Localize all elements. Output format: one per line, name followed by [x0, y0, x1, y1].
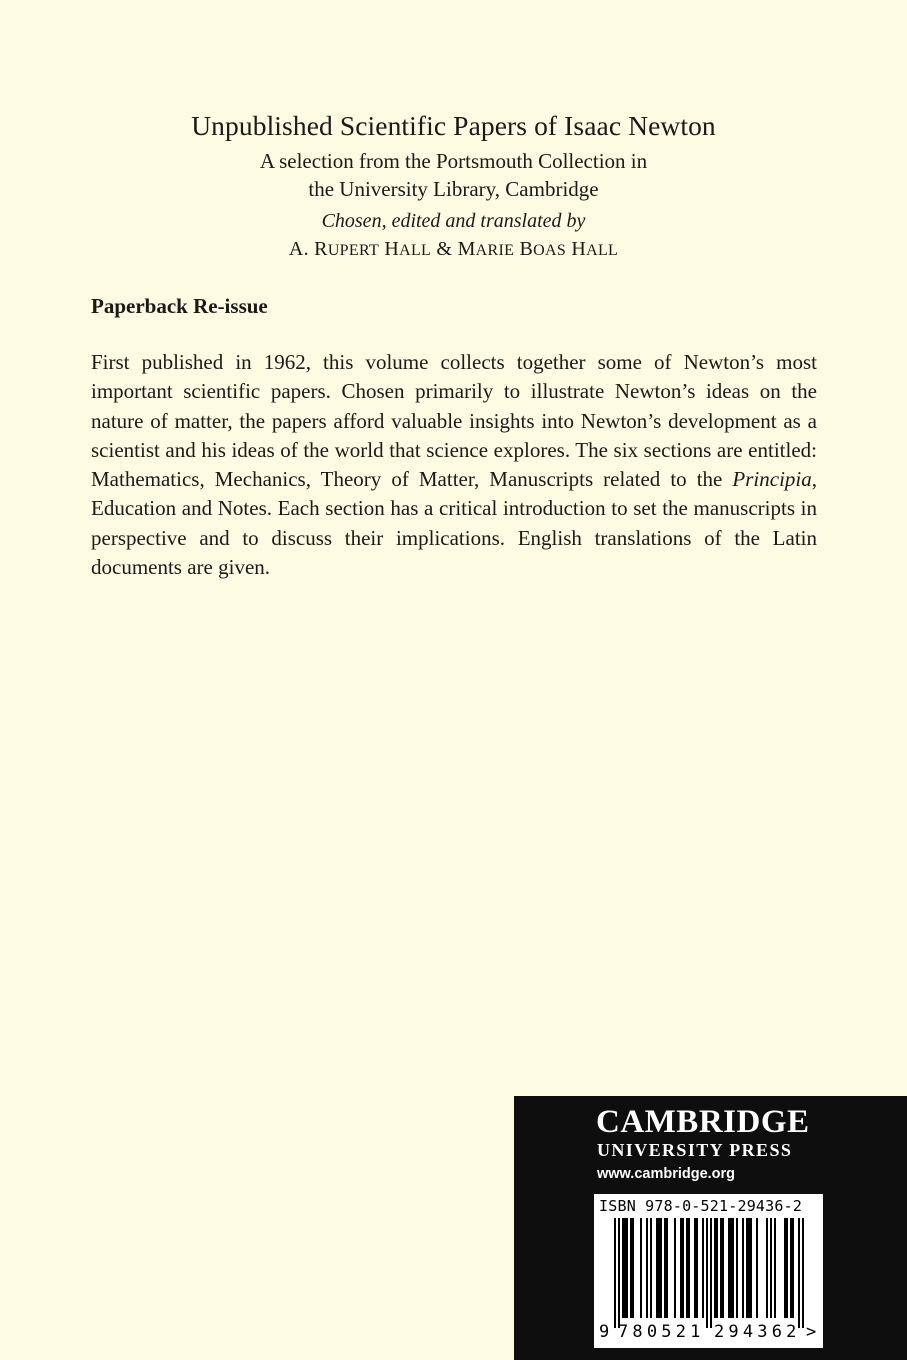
- subtitle-line-1: A selection from the Portsmouth Collection in: [259, 149, 648, 173]
- subtitle-line-2: the University Library, Cambridge: [308, 177, 599, 201]
- barcode-bar: [798, 1218, 800, 1328]
- barcode-bar: [746, 1218, 748, 1318]
- barcode-bar: [646, 1218, 648, 1318]
- book-title: Unpublished Scientific Papers of Isaac Newton: [191, 110, 716, 141]
- barcode-bar: [650, 1218, 652, 1318]
- publisher-subname: UNIVERSITY PRESS: [597, 1140, 793, 1160]
- book-description: First published in 1962, this volume collects together some of Newton’s most important scientific papers. Chosen primarily to illustrate Newton’s ideas on the nature of matter, the papers afford valuable insights into Newton’s development as a scientist and his ideas of the world that science explores. The six sections are entitled: Mathematics, Mechanics, Theory of Matter, Manuscripts related to the Principia, Education and Notes. Each section has a critical introduction to set the manuscripts in perspective and to discuss their implications. English translations of the Latin documents are given.: [91, 350, 817, 580]
- barcode-bar: [658, 1218, 660, 1318]
- barcode-bar: [774, 1218, 776, 1318]
- barcode-bar: [640, 1218, 642, 1318]
- barcode-arrow: >: [806, 1322, 817, 1342]
- barcode-bar: [792, 1218, 794, 1318]
- barcode-bar: [736, 1218, 738, 1318]
- barcode-bar: [660, 1218, 662, 1318]
- barcode-bar: [618, 1218, 620, 1328]
- barcode-bar: [686, 1218, 688, 1318]
- barcode-bar: [626, 1218, 628, 1318]
- barcode-bar: [730, 1218, 732, 1318]
- barcode-bar: [784, 1218, 786, 1318]
- publisher-block: [514, 1096, 907, 1360]
- barcode-bar: [702, 1218, 704, 1318]
- barcode-bar: [728, 1218, 730, 1318]
- barcode-bar: [722, 1218, 724, 1318]
- isbn-text: ISBN 978-0-521-29436-2: [599, 1197, 803, 1215]
- barcode-bar: [714, 1218, 716, 1318]
- barcode-bar: [632, 1218, 634, 1318]
- barcode-panel: [594, 1194, 823, 1348]
- barcode-bar: [630, 1218, 632, 1318]
- barcode-bar: [748, 1218, 750, 1318]
- barcode-bar: [694, 1218, 696, 1318]
- barcode-bar: [666, 1218, 668, 1318]
- barcode-bar: [622, 1218, 624, 1318]
- authors: A. RUPERT HALL & MARIE BOAS HALL: [288, 238, 619, 260]
- barcode-group-1: 780521: [618, 1322, 705, 1342]
- barcode-bar: [720, 1218, 722, 1318]
- barcode-bar: [790, 1218, 792, 1318]
- barcode-icon: [594, 1218, 823, 1328]
- barcode-group-2: 294362: [714, 1322, 801, 1342]
- barcode-bar: [710, 1218, 712, 1328]
- barcode-bar: [614, 1218, 616, 1328]
- barcode-bar: [696, 1218, 698, 1318]
- barcode-bar: [802, 1218, 804, 1328]
- barcode-bar: [732, 1218, 734, 1318]
- barcode-bar: [624, 1218, 626, 1318]
- book-subtitle: [0, 147, 907, 203]
- barcode-digits: [594, 1322, 823, 1346]
- publisher-name: CAMBRIDGE: [596, 1104, 810, 1140]
- barcode-bar: [688, 1218, 690, 1318]
- barcode-bar: [756, 1218, 758, 1318]
- barcode-bar: [716, 1218, 718, 1318]
- barcode-bar: [750, 1218, 752, 1318]
- barcode-bar: [766, 1218, 768, 1318]
- book-header: [0, 108, 907, 265]
- barcode-bar: [656, 1218, 658, 1318]
- credit-label: Chosen, edited and translated by: [321, 210, 586, 232]
- barcode-bar: [664, 1218, 666, 1318]
- barcode-bar: [706, 1218, 708, 1328]
- barcode-bar: [682, 1218, 684, 1318]
- barcode-bar: [786, 1218, 788, 1318]
- barcode-bar: [680, 1218, 682, 1318]
- barcode-bar: [742, 1218, 744, 1318]
- barcode-first-digit: 9: [599, 1322, 610, 1342]
- edition-label: Paperback Re-issue: [91, 294, 268, 318]
- barcode-bar: [674, 1218, 676, 1318]
- publisher-url: www.cambridge.org: [597, 1166, 736, 1182]
- barcode-bar: [770, 1218, 772, 1318]
